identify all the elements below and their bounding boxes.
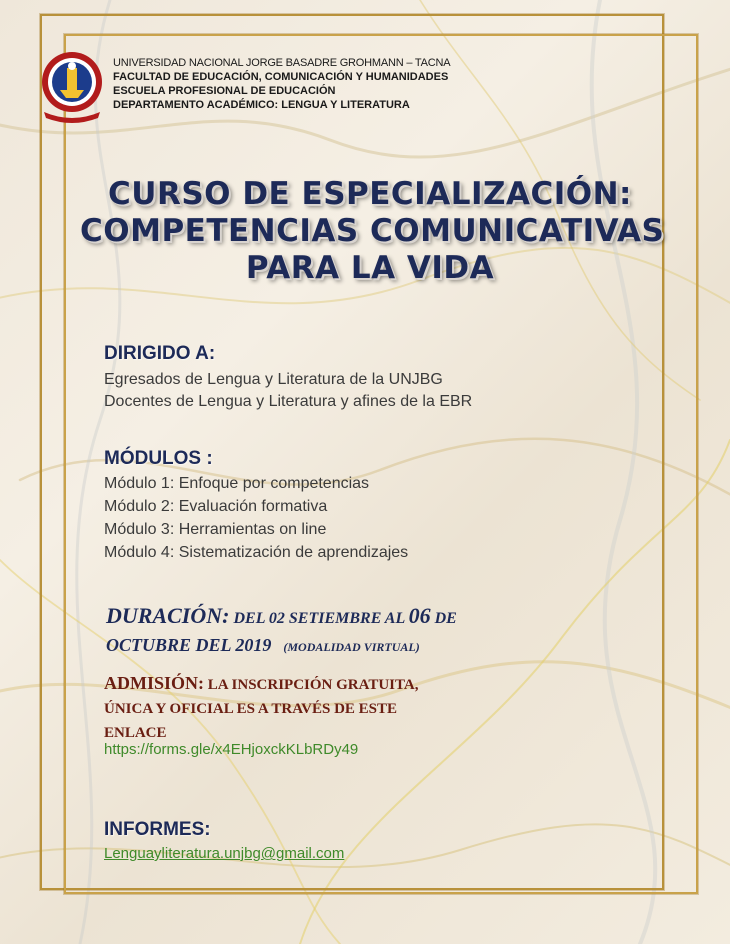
institution-header bbox=[113, 56, 450, 112]
admission-block bbox=[104, 671, 419, 745]
title-line-3: PARA LA VIDA bbox=[245, 250, 495, 286]
admission-line-2: ÚNICA Y OFICIAL ES A TRAVÉS DE ESTE bbox=[104, 701, 398, 717]
dirigido-item: Egresados de Lengua y Literatura de la UNJBG bbox=[104, 371, 443, 388]
modulos-heading: MÓDULOS : bbox=[104, 448, 213, 469]
title-line-1: CURSO DE ESPECIALIZACIÓN: bbox=[108, 176, 632, 212]
admission-line-1: LA INSCRIPCIÓN GRATUITA, bbox=[207, 677, 419, 693]
module-item: Módulo 1: Enfoque por competencias bbox=[104, 475, 370, 492]
header-faculty: FACULTAD DE EDUCACIÓN, COMUNICACIÓN Y HUMANIDADES bbox=[113, 71, 449, 83]
course-title bbox=[80, 176, 665, 287]
university-seal-icon bbox=[38, 46, 106, 126]
duration-day: 06 bbox=[408, 603, 431, 628]
module-item: Módulo 3: Herramientas on line bbox=[104, 521, 327, 538]
duration-mode: (MODALIDAD VIRTUAL) bbox=[283, 640, 420, 654]
duration-label: DURACIÓN: bbox=[106, 603, 230, 628]
registration-link[interactable]: https://forms.gle/x4EHjoxckKLbRDy49 bbox=[104, 741, 359, 758]
dirigido-item: Docentes de Lengua y Literatura y afines de la EBR bbox=[104, 393, 473, 410]
duration-de: DE bbox=[434, 610, 457, 627]
header-department: DEPARTAMENTO ACADÉMICO: LENGUA Y LITERATURA bbox=[113, 99, 410, 111]
dirigido-heading: DIRIGIDO A: bbox=[104, 343, 216, 364]
title-line-2: COMPETENCIAS COMUNICATIVAS bbox=[80, 213, 665, 249]
duration-month-year: OCTUBRE DEL 2019 bbox=[106, 635, 272, 655]
informes-heading: INFORMES: bbox=[104, 819, 211, 840]
contact-email-link[interactable]: Lenguayliteratura.unjbg@gmail.com bbox=[104, 845, 345, 862]
module-item: Módulo 4: Sistematización de aprendizajes bbox=[104, 544, 409, 561]
duration-text: DEL 02 SETIEMBRE AL bbox=[233, 610, 405, 627]
header-university: UNIVERSIDAD NACIONAL JORGE BASADRE GROHMANN – TACNA bbox=[113, 57, 451, 69]
header-school: ESCUELA PROFESIONAL DE EDUCACIÓN bbox=[113, 85, 336, 97]
admission-line-3: ENLACE bbox=[104, 725, 167, 741]
duration-block bbox=[106, 603, 576, 660]
admission-label: ADMISIÓN: bbox=[104, 673, 205, 693]
module-item: Módulo 2: Evaluación formativa bbox=[104, 498, 328, 515]
